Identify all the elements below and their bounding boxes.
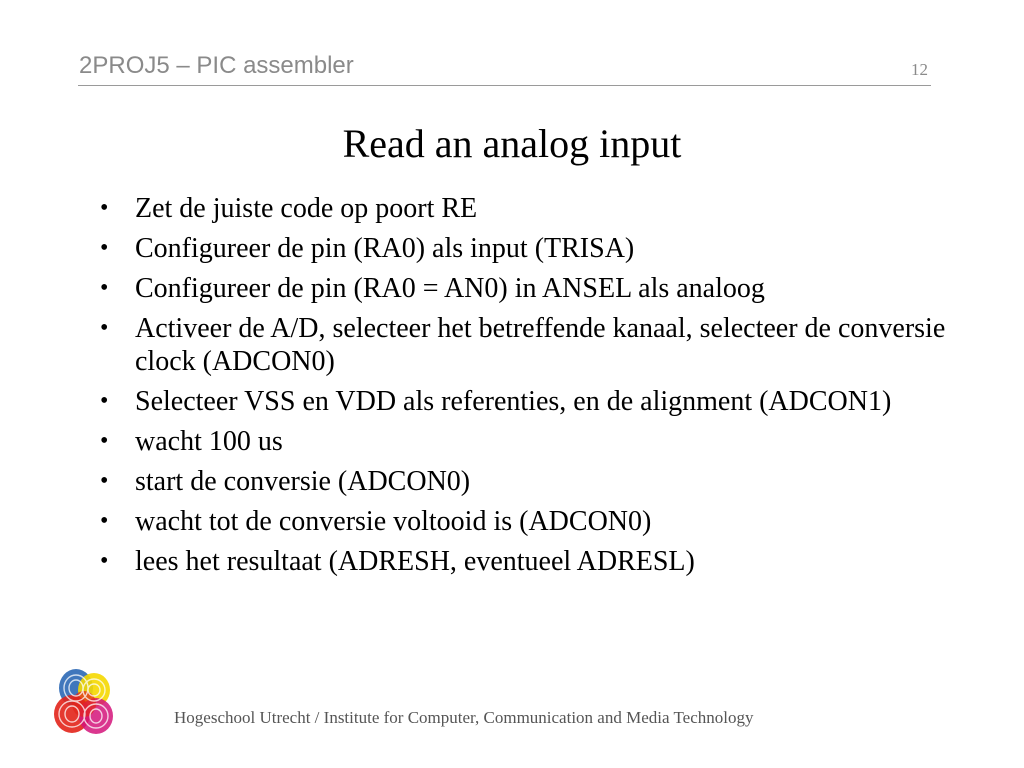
bullet-marker: • (100, 548, 109, 574)
bullet-item (93, 545, 953, 578)
bullet-marker: • (100, 508, 109, 534)
bullet-marker: • (100, 428, 109, 454)
footer-text: Hogeschool Utrecht / Institute for Computer, Communication and Media Technology (174, 708, 754, 727)
bullet-marker: • (100, 235, 109, 261)
bullet-text: Zet de juiste code op poort RE (135, 193, 478, 224)
bullet-item (93, 385, 953, 418)
bullet-marker: • (100, 388, 109, 414)
bullet-item (93, 465, 953, 498)
bullet-marker: • (100, 468, 109, 494)
bullet-text: Selecteer VSS en VDD als referenties, en de alignment (ADCON1) (135, 386, 892, 417)
bullet-item (93, 505, 953, 538)
bullet-text: start de conversie (ADCON0) (135, 466, 471, 497)
bullet-text: wacht 100 us (135, 426, 283, 457)
page-number: 12 (911, 60, 928, 79)
bullet-item (93, 192, 953, 225)
bullet-item (93, 272, 953, 305)
header-title: 2PROJ5 – PIC assembler (79, 52, 354, 79)
bullet-text: Configureer de pin (RA0) als input (TRISA) (135, 233, 635, 264)
bullet-item (93, 232, 953, 265)
bullet-text: lees het resultaat (ADRESH, eventueel ADRESL) (135, 546, 695, 577)
bullet-marker: • (100, 315, 109, 341)
hu-fingerprint-logo-icon (48, 664, 120, 744)
bullet-text: Activeer de A/D, selecteer het betreffende kanaal, selecteer de conversie clock (ADCON0) (135, 313, 946, 377)
bullet-item (93, 425, 953, 458)
bullet-marker: • (100, 275, 109, 301)
bullet-item (93, 312, 953, 378)
bullet-list (93, 192, 953, 585)
bullet-text: Configureer de pin (RA0 = AN0) in ANSEL als analoog (135, 273, 765, 304)
bullet-marker: • (100, 195, 109, 221)
bullet-text: wacht tot de conversie voltooid is (ADCON0) (135, 506, 652, 537)
header-divider (78, 85, 931, 86)
slide-title: Read an analog input (342, 121, 682, 166)
